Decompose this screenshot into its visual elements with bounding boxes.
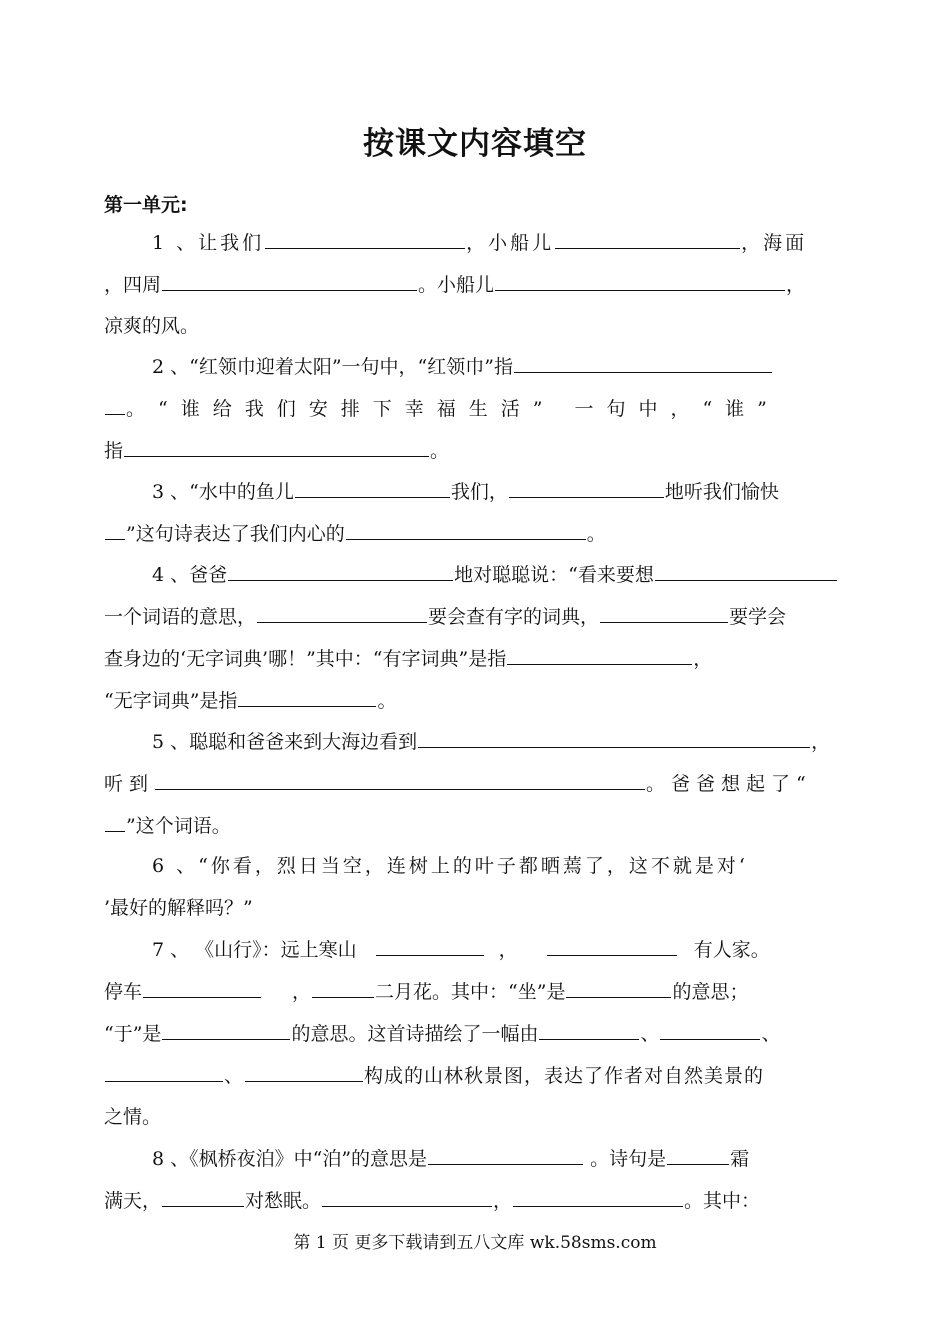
text: 听到 xyxy=(104,773,155,795)
text: ， xyxy=(693,648,713,670)
fill-blank[interactable] xyxy=(105,392,125,415)
fill-blank[interactable] xyxy=(162,1017,290,1040)
fill-blank[interactable] xyxy=(105,517,125,540)
text: 满天， xyxy=(104,1190,162,1212)
text: ，海面 xyxy=(741,232,808,254)
fill-blank[interactable] xyxy=(238,684,376,707)
text: ’最好的解释吗？” xyxy=(104,897,253,919)
fill-blank[interactable] xyxy=(655,558,837,581)
fill-blank[interactable] xyxy=(539,1017,639,1040)
text: 6 、“你看，烈日当空，连树上的叶子都晒蔫了，这不就是对‘ xyxy=(152,855,748,877)
fill-blank[interactable] xyxy=(507,642,692,665)
text: 7 、 《山行》：远上寒山 xyxy=(152,939,357,961)
item-2-line-3 xyxy=(104,434,849,466)
text: ， xyxy=(811,731,831,753)
fill-blank[interactable] xyxy=(155,767,645,790)
item-5-line-2 xyxy=(104,767,849,799)
item-2-line-2 xyxy=(104,392,849,424)
fill-blank[interactable] xyxy=(555,226,740,249)
fill-blank[interactable] xyxy=(265,226,465,249)
text: 之情。 xyxy=(104,1106,162,1128)
text: ，四周 xyxy=(104,274,162,296)
fill-blank[interactable] xyxy=(547,933,677,956)
text: 霜 xyxy=(730,1148,750,1170)
fill-blank[interactable] xyxy=(509,475,664,498)
text: “于”是 xyxy=(104,1023,162,1045)
fill-blank[interactable] xyxy=(600,600,728,623)
text: ， xyxy=(786,274,806,296)
text: 。爸爸想起了“ xyxy=(646,773,812,795)
fill-blank[interactable] xyxy=(312,975,374,998)
text: 停车 xyxy=(104,981,143,1003)
text: 1 、让我们 xyxy=(152,232,265,254)
page-title: 按课文内容填空 xyxy=(363,126,587,162)
fill-blank[interactable] xyxy=(514,350,772,373)
fill-blank[interactable] xyxy=(376,933,484,956)
text: ”这句诗表达了我们内心的 xyxy=(126,523,345,545)
text: ”这个词语。 xyxy=(126,815,231,837)
text: 、 xyxy=(761,1023,781,1045)
text: 对愁眠。 xyxy=(245,1190,322,1212)
text: 。其中： xyxy=(684,1190,761,1212)
text: 、 xyxy=(640,1023,660,1045)
text: 地对聪聪说：“看来要想 xyxy=(454,564,654,586)
text: 我们， xyxy=(450,481,508,503)
item-4-line-4 xyxy=(104,684,849,716)
text: 的意思； xyxy=(672,981,749,1003)
text: 。小船儿 xyxy=(418,274,495,296)
text: 、 xyxy=(224,1065,245,1087)
text: 二月花。其中：“坐”是 xyxy=(375,981,566,1003)
fill-blank[interactable] xyxy=(124,434,429,457)
text: ， xyxy=(493,1190,513,1212)
item-7-line-4 xyxy=(104,1059,849,1091)
text: 5 、聪聪和爸爸来到大海边看到 xyxy=(152,731,418,753)
text: “无字词典”是指 xyxy=(104,690,238,712)
item-3-line-2 xyxy=(104,517,849,549)
text: 4 、爸爸 xyxy=(152,564,228,586)
fill-blank[interactable] xyxy=(322,1184,492,1207)
item-8-line-1 xyxy=(104,1142,849,1174)
item-7-line-5 xyxy=(104,1101,849,1133)
item-4-line-3 xyxy=(104,642,849,674)
item-4-line-1 xyxy=(104,558,894,590)
unit-heading: 第一单元: xyxy=(104,194,188,216)
text: 3 、“水中的鱼儿 xyxy=(152,481,294,503)
fill-blank[interactable] xyxy=(143,975,261,998)
text: 要会查有字的词典， xyxy=(428,606,600,628)
item-7-line-3 xyxy=(104,1017,849,1049)
item-3-line-1 xyxy=(104,475,849,507)
fill-blank[interactable] xyxy=(428,1142,583,1165)
fill-blank[interactable] xyxy=(105,809,125,832)
text: 一个词语的意思， xyxy=(104,606,257,628)
fill-blank[interactable] xyxy=(667,1142,729,1165)
text: ， xyxy=(292,981,312,1003)
text: 。 xyxy=(430,440,450,462)
text: 。 xyxy=(586,523,606,545)
item-6-line-2 xyxy=(104,892,849,924)
item-1-line-1 xyxy=(104,226,849,258)
text: 凉爽的风。 xyxy=(104,315,200,337)
text: 地听我们愉快 xyxy=(664,481,779,503)
text: 的意思。这首诗描绘了一幅由 xyxy=(291,1023,539,1045)
item-6-line-1 xyxy=(104,850,849,882)
item-4-line-2 xyxy=(104,600,849,632)
item-1-line-2 xyxy=(104,268,849,300)
text: 有人家。 xyxy=(693,939,770,961)
fill-blank[interactable] xyxy=(513,1184,683,1207)
text: ， xyxy=(498,939,518,961)
fill-blank[interactable] xyxy=(295,475,450,498)
fill-blank[interactable] xyxy=(495,268,785,291)
text: 2 、“红领巾迎着太阳”一句中，“红领巾”指 xyxy=(152,356,513,378)
fill-blank[interactable] xyxy=(346,517,586,540)
text: 指 xyxy=(104,440,124,462)
text: 要学会 xyxy=(729,606,787,628)
item-2-line-1 xyxy=(104,350,849,382)
item-7-line-1 xyxy=(104,933,849,965)
text: ，小船儿 xyxy=(466,232,555,254)
text: 。诗句是 xyxy=(584,1148,667,1170)
fill-blank[interactable] xyxy=(257,600,427,623)
fill-blank[interactable] xyxy=(228,558,453,581)
fill-blank[interactable] xyxy=(162,268,417,291)
text: 。 xyxy=(377,690,397,712)
item-5-line-3 xyxy=(104,809,849,841)
fill-blank[interactable] xyxy=(566,975,671,998)
fill-blank[interactable] xyxy=(245,1059,363,1082)
page-footer: 第 1 页 更多下载请到五八文库 wk.58sms.com xyxy=(293,1233,657,1253)
item-8-line-2 xyxy=(104,1184,849,1216)
item-7-line-2 xyxy=(104,975,849,1007)
item-1-line-3 xyxy=(104,310,849,342)
text: 8 、《枫桥夜泊》中“泊”的意思是 xyxy=(152,1148,428,1170)
text: 查身边的‘无字词典’哪！”其中：“有字词典”是指 xyxy=(104,648,507,670)
fill-blank[interactable] xyxy=(660,1017,760,1040)
item-5-line-1 xyxy=(104,725,849,757)
fill-blank[interactable] xyxy=(418,725,810,748)
text: 构成的山林秋景图，表达了作者对自然美景的 xyxy=(364,1065,765,1087)
fill-blank[interactable] xyxy=(105,1059,223,1082)
text: 。“谁给我们安排下幸福生活” 一句中，“谁” xyxy=(126,398,780,420)
fill-blank[interactable] xyxy=(162,1184,244,1207)
